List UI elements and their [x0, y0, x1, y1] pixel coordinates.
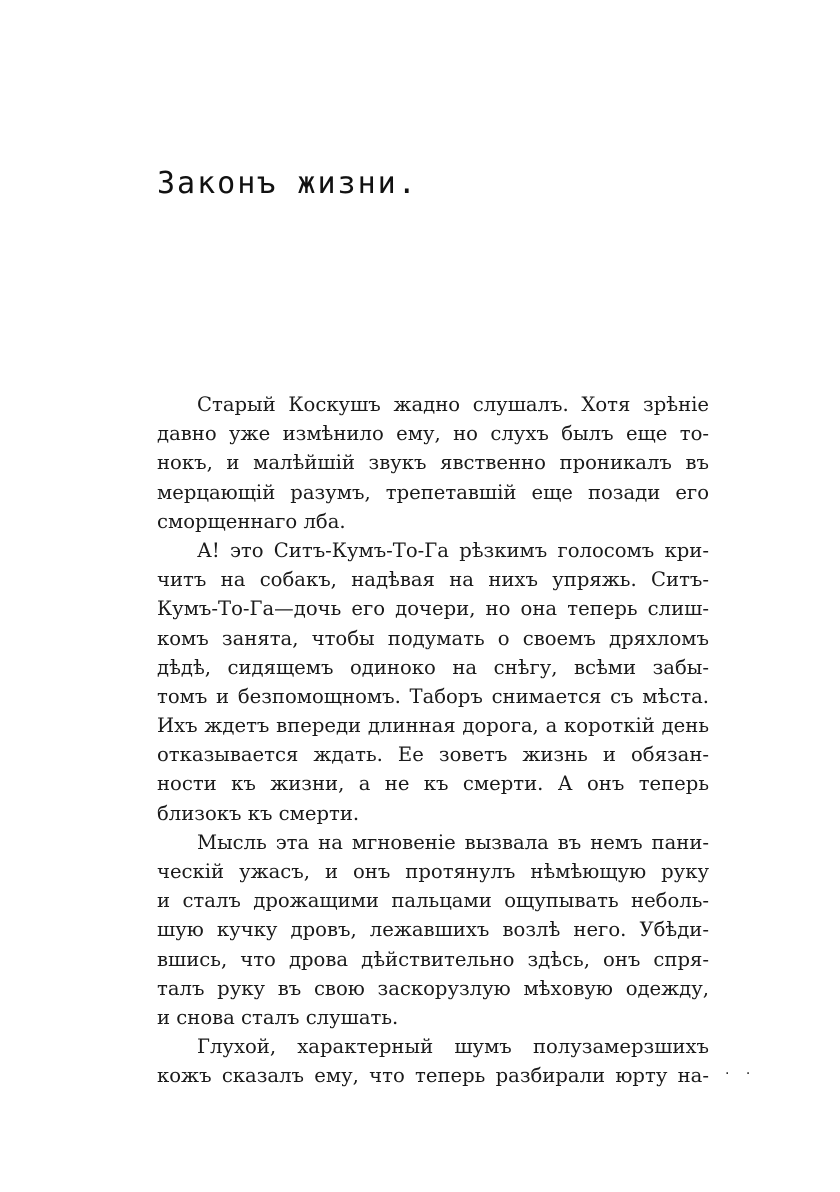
text-line: вшись, что дрова дѣйствительно здѣсь, онъ спря-	[157, 947, 709, 971]
text-line: комъ занята, чтобы подумать о своемъ дряхломъ	[157, 626, 709, 650]
paragraph-first-line: А! это Ситъ-Кумъ-То-Га рѣзкимъ голосомъ кри-	[197, 538, 709, 562]
text-line: Ихъ ждетъ впереди длинная дорога, а короткій день	[157, 714, 709, 738]
printing-specks: · ·	[725, 1066, 757, 1082]
body-text	[157, 390, 709, 1091]
text-line: ности къ жизни, а не къ смерти. А онъ теперь	[157, 772, 709, 796]
text-line: отказывается ждать. Ее зоветъ жизнь и обязан-	[157, 743, 709, 767]
paragraph-first-line: Мысль эта на мгновеніе вызвала въ немъ пани-	[197, 830, 709, 854]
text-line: близокъ къ смерти.	[157, 801, 360, 825]
text-line: томъ и безпомощномъ. Таборъ снимается съ мѣста.	[157, 684, 709, 708]
text-line: и сталъ дрожащими пальцами ощупывать неболь-	[157, 889, 709, 913]
text-line: читъ на собакъ, надѣвая на нихъ упряжь. Ситъ-	[157, 568, 709, 592]
text-line: кожъ сказалъ ему, что теперь разбирали юрту на-	[157, 1064, 709, 1088]
chapter-title: Законъ жизни.	[157, 166, 418, 201]
text-line: сморщеннаго лба.	[157, 509, 346, 533]
text-line: шую кучку дровъ, лежавшихъ возлѣ него. Убѣди-	[157, 918, 709, 942]
text-line: ческій ужасъ, и онъ протянулъ нѣмѣющую руку	[157, 860, 709, 883]
text-line: мерцающій разумъ, трепетавшій еще позади его	[157, 480, 709, 504]
paragraph-first-line: Глухой, характерный шумъ полузамерзшихъ	[197, 1035, 709, 1059]
text-line: талъ руку въ свою заскорузлую мѣховую одежду,	[157, 976, 709, 1000]
paragraph-first-line: Старый Коскушъ жадно слушалъ. Хотя зрѣніе	[197, 393, 709, 416]
text-line: и снова сталъ слушать.	[157, 1005, 399, 1029]
text-line: нокъ, и малѣйшій звукъ явственно проникалъ въ	[157, 451, 709, 475]
text-line: давно уже измѣнило ему, но слухъ былъ еще то-	[157, 422, 709, 446]
text-line: дѣдѣ, сидящемъ одиноко на снѣгу, всѣми забы-	[157, 655, 709, 679]
text-line: Кумъ-То-Га—дочь его дочери, но она теперь слиш-	[157, 597, 709, 621]
